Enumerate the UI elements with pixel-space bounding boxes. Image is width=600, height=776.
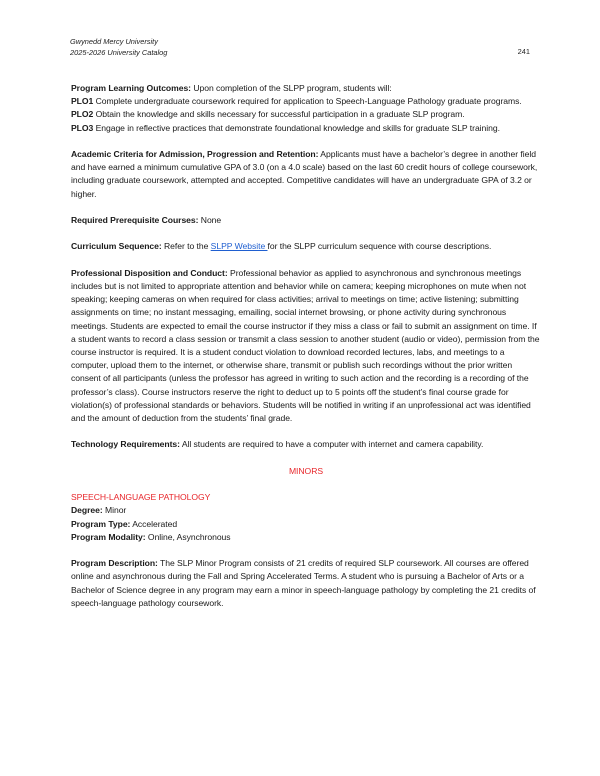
program-modality-line: Program Modality: Online, Asynchronous: [71, 531, 231, 542]
plo-label: Program Learning Outcomes:: [71, 83, 191, 93]
admission-text: Applicants must have a bachelor’s degree in another field and have earned a minimum cumulative GPA of 3.0 (on a 4.0 scale) based on the last 60 credit hours of college coursework, including graduate coursework, attempted and accepted. Competitive candidates will have an undergraduate GPA of 3.2 or higher.: [71, 149, 538, 199]
prereq-label: Required Prerequisite Courses:: [71, 215, 199, 225]
program-type-line: Program Type: Accelerated: [71, 518, 178, 529]
professional-conduct: [71, 267, 541, 425]
technology-label: Technology Requirements:: [71, 439, 180, 450]
page-header: [70, 36, 530, 58]
curriculum-sequence: Curriculum Sequence: Refer to the SLPP Website for the SLPP curriculum sequence with course descriptions.: [71, 241, 492, 252]
conduct-text: Professional behavior as applied to asynchronous and synchronous meetings includes but is not limited to appropriate attention and behavior while on camera; keeping microphones on mute when not speaking; keeping cameras on when required for class activities; arrival to meetings on time; active listening; submitting assignments on time; no instant messaging, emailing, social internet browsing, or phone activity during synchronous meetings. Students are expected to email the course instructor if they miss a class or fail to submit an assignment on time. If a student wants to record a class session or transmit a class session to another student (audio or video), permission from the course instructor is required. It is a student conduct violation to download recorded lectures, labs, and meetings to a computer, upload them to the internet, or otherwise share, transmit or publish such recordings without the prior written consent of all participants (unless the professor has agreed in writing to such action and the recording is a recording of the professor’s class). Course instructors reserve the right to deduct up to 5 points off the student’s final course grade for violation(s) of professional standards or behaviors. Students will be notified in writing if an unprofessional act was identified and the amount of deduction from the students’ final grade.: [71, 267, 540, 424]
plo-intro: Program Learning Outcomes: Upon completion of the SLPP program, students will:: [71, 83, 392, 93]
program-description: Program Description: The SLP Minor Program consists of 21 credits of required SLP coursework. All courses are offered online and asynchronous during the Fall and Spring Accelerated Terms. A student who is pursuing a Bachelor of Arts or a Bachelor of Science degree in any program may earn a minor in speech-language pathology by completing the 21 credits of speech-language pathology coursework.: [71, 558, 536, 608]
prerequisite-courses: [71, 214, 541, 227]
program-title: SPEECH-LANGUAGE PATHOLOGY: [71, 492, 211, 503]
prereq-text: None: [198, 215, 222, 225]
admission-criteria: [71, 148, 541, 201]
minors-heading: MINORS: [288, 465, 324, 476]
program-learning-outcomes: [71, 82, 541, 135]
page-content: [71, 82, 541, 610]
institution-name: Gwynedd Mercy University: [70, 37, 158, 46]
technology-requirements: [71, 438, 541, 451]
slp-minor: [71, 491, 541, 610]
plo-item: PLO1 Complete undergraduate coursework required for application to Speech-Language Pathology graduate programs.: [71, 96, 522, 107]
degree-line: Degree: Minor: [71, 505, 127, 516]
admission-label: Academic Criteria for Admission, Progression and Retention:: [71, 149, 319, 159]
plo-item: PLO2 Obtain the knowledge and skills necessary for successful participation in a graduate SLP program.: [71, 109, 465, 120]
catalog-title: 2025-2026 University Catalog: [70, 48, 168, 57]
curriculum-label: Curriculum Sequence:: [71, 241, 162, 252]
conduct-label: Professional Disposition and Conduct:: [71, 267, 228, 278]
slpp-website-link[interactable]: SLPP Website: [210, 241, 268, 252]
technology-text: All students are required to have a computer with internet and camera capability.: [179, 439, 484, 450]
plo-item: PLO3 Engage in reflective practices that demonstrate foundational knowledge and skills for graduate SLP training.: [71, 122, 500, 133]
page-number: 241: [517, 47, 530, 56]
